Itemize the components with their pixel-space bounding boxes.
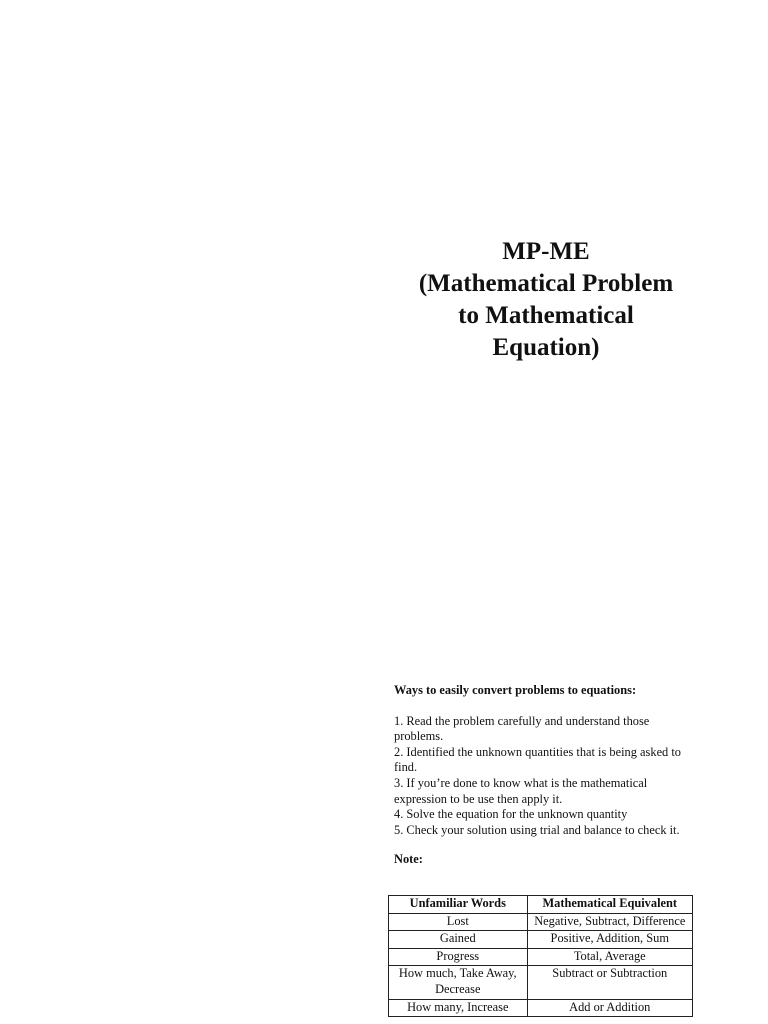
table-cell-equivalent: Negative, Subtract, Difference [527, 913, 692, 931]
step-item-1: 1. Read the problem carefully and understand those problems. [394, 713, 650, 744]
table-cell-equivalent: Subtract or Subtraction [527, 966, 692, 999]
title-line-1: MP-ME [502, 238, 590, 265]
table-row [389, 931, 693, 949]
table-header-row [389, 896, 693, 914]
table-row [389, 948, 693, 966]
table-row [389, 966, 693, 999]
table-cell-word: How many, Increase [389, 999, 528, 1017]
step-item-5: 5. Check your solution using trial and balance to check it. [394, 822, 680, 837]
instructions-section [394, 683, 700, 876]
table-cell-equivalent: Add or Addition [527, 999, 692, 1017]
table-cell-word: How much, Take Away, Decrease [389, 966, 528, 999]
table-row [389, 999, 693, 1017]
title-line-3: to Mathematical [458, 302, 634, 329]
table-cell-equivalent: Total, Average [527, 948, 692, 966]
table-cell-word: Gained [389, 931, 528, 949]
step-item-2: 2. Identified the unknown quantities that is being asked to find. [394, 744, 681, 775]
title-line-2: (Mathematical Problem [418, 270, 674, 297]
title-line-4: Equation) [492, 334, 600, 361]
steps-list [394, 714, 700, 839]
note-label: Note: [394, 852, 423, 867]
word-equivalents-table [388, 895, 693, 1017]
column-header-unfamiliar-words: Unfamiliar Words [389, 896, 528, 914]
table-cell-equivalent: Positive, Addition, Sum [527, 931, 692, 949]
page-title [386, 236, 706, 364]
step-item-3: 3. If you’re done to know what is the mathematical expression to be use then apply it. [394, 775, 648, 806]
step-item-4: 4. Solve the equation for the unknown quantity [394, 807, 628, 822]
table-cell-word: Progress [389, 948, 528, 966]
section-heading: Ways to easily convert problems to equations: [394, 683, 637, 697]
table-row [389, 913, 693, 931]
table-cell-word: Lost [389, 913, 528, 931]
column-header-mathematical-equivalent: Mathematical Equivalent [527, 896, 692, 914]
